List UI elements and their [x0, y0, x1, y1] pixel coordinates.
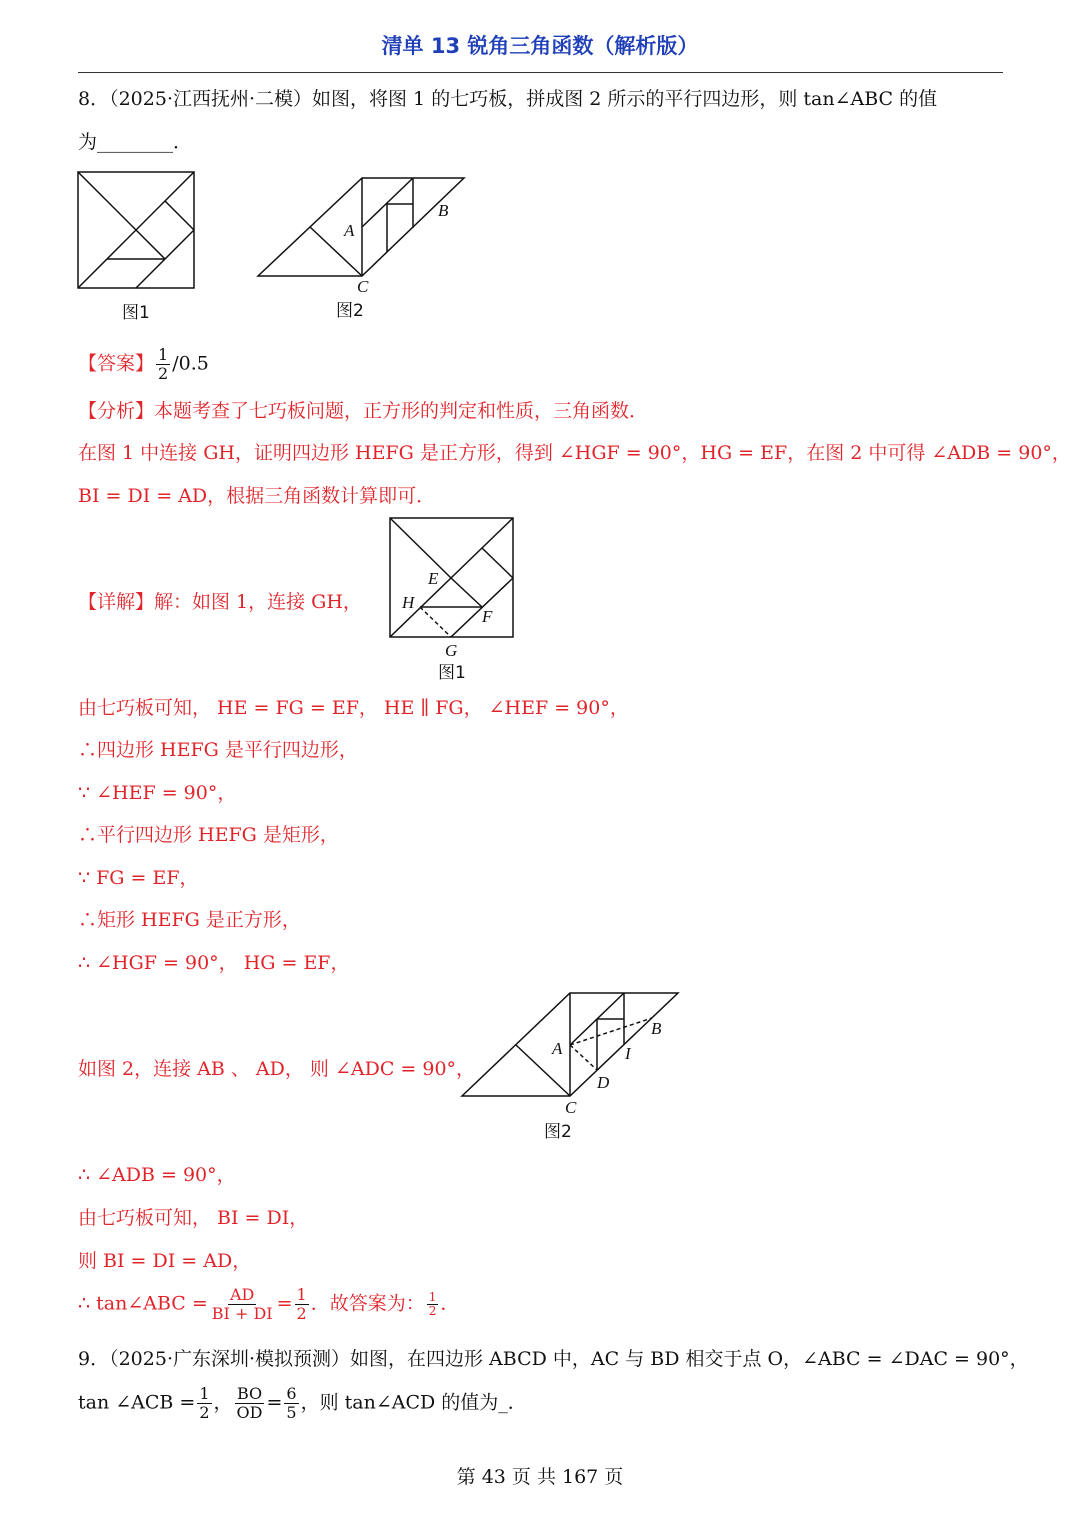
detail-final-line: ∴ tan∠ABC = $\frac{AD}{BI + DI}$ = $\frac{1}{2}$ ．故答案为： $\frac{1}{2}$ ．	[78, 1285, 460, 1323]
detail-step-4: ∴平行四边形 HEFG 是矩形，	[78, 824, 339, 846]
detail-step2-2: 由七巧板可知， BI = DI，	[78, 1207, 309, 1229]
detail-step-3: ∵ ∠HEF = 90°，	[78, 782, 237, 804]
detail-fig1-label-h: H	[402, 593, 415, 612]
detail-fig2-label-a: A	[552, 1039, 563, 1058]
q8-stem-line2: 为________．	[78, 131, 193, 153]
answer-fraction: $\frac{1}{2}$	[158, 345, 169, 383]
detail-step-5: ∵ FG = EF，	[78, 867, 199, 889]
detail-fig1-label-f: F	[482, 607, 493, 626]
detail-fig2-label-b: B	[651, 1019, 662, 1038]
detail-step2-1: ∴ ∠ADB = 90°，	[78, 1164, 236, 1186]
detail-step-2: ∴四边形 HEFG 是平行四边形，	[78, 739, 358, 761]
detail-fig1-caption: 图1	[438, 663, 466, 683]
detail-fig2-label-c: C	[565, 1098, 577, 1117]
analysis-line2: 在图 1 中连接 GH，证明四边形 HEFG 是正方形，得到 ∠HGF = 90°，HG = EF，在图 2 中可得 ∠ADB = 90°，	[78, 442, 1071, 464]
page-header-title: 清单 13 锐角三角函数（解析版）	[381, 34, 699, 58]
q8-fig2-label-c: C	[357, 277, 369, 296]
final-fraction-1: $\frac{AD}{BI + DI}$	[211, 1285, 273, 1323]
analysis-line3: BI = DI = AD，根据三角函数计算即可．	[78, 485, 436, 507]
final-fraction-3: $\frac{1}{2}$	[428, 1290, 437, 1318]
detail-intro: 【详解】解：如图 1，连接 GH，	[78, 591, 362, 613]
page-footer: 第 43 页 共 167 页	[456, 1466, 624, 1488]
detail-fig1-label-e: E	[428, 569, 439, 588]
detail-step-1: 由七巧板可知， HE = FG = EF， HE ∥ FG， ∠HEF = 90°，	[78, 697, 629, 719]
detail-fig1-label-g: G	[445, 641, 458, 660]
q9-stem-line2: tan ∠ACB = $\frac{1}{2}$ ， $\frac{BO}{OD}$ = $\frac{6}{5}$ ，则 tan∠ACD 的值为_．	[78, 1384, 527, 1422]
final-fraction-2: $\frac{1}{2}$	[296, 1285, 307, 1323]
q9-fraction-1: $\frac{1}{2}$	[199, 1384, 210, 1422]
q9-fraction-2: $\frac{BO}{OD}$	[236, 1384, 263, 1422]
detail-fig2-line: 如图 2，连接 AB 、 AD， 则 ∠ADC = 90°，	[78, 1058, 476, 1080]
detail-step-6: ∴矩形 HEFG 是正方形，	[78, 909, 301, 931]
analysis-line1: 【分析】本题考查了七巧板问题，正方形的判定和性质，三角函数．	[78, 400, 649, 422]
q8-fig2-label-a: A	[344, 221, 355, 240]
detail-fig2-label-i: I	[625, 1044, 631, 1063]
q8-stem-line1: 8．（2025·江西抚州·二模）如图，将图 1 的七巧板，拼成图 2 所示的平行四边形，则 tan∠ABC 的值	[78, 88, 938, 110]
q8-fig2-label-b: B	[438, 201, 449, 220]
q9-stem-line1: 9．（2025·广东深圳·模拟预测）如图，在四边形 ABCD 中，AC 与 BD 相交于点 O，∠ABC = ∠DAC = 90°，	[78, 1348, 1029, 1370]
detail-fig2-label-d: D	[597, 1073, 610, 1092]
detail-step-7: ∴ ∠HGF = 90°， HG = EF，	[78, 952, 350, 974]
q8-fig2-caption: 图2	[336, 301, 364, 321]
answer-alt: /0.5	[172, 352, 209, 375]
answer-tag: 【答案】	[78, 352, 155, 375]
detail-step2-3: 则 BI = DI = AD，	[78, 1250, 252, 1272]
q8-fig1-caption: 图1	[122, 303, 150, 323]
detail-fig2-caption: 图2	[544, 1122, 572, 1142]
q9-fraction-3: $\frac{6}{5}$	[286, 1384, 297, 1422]
